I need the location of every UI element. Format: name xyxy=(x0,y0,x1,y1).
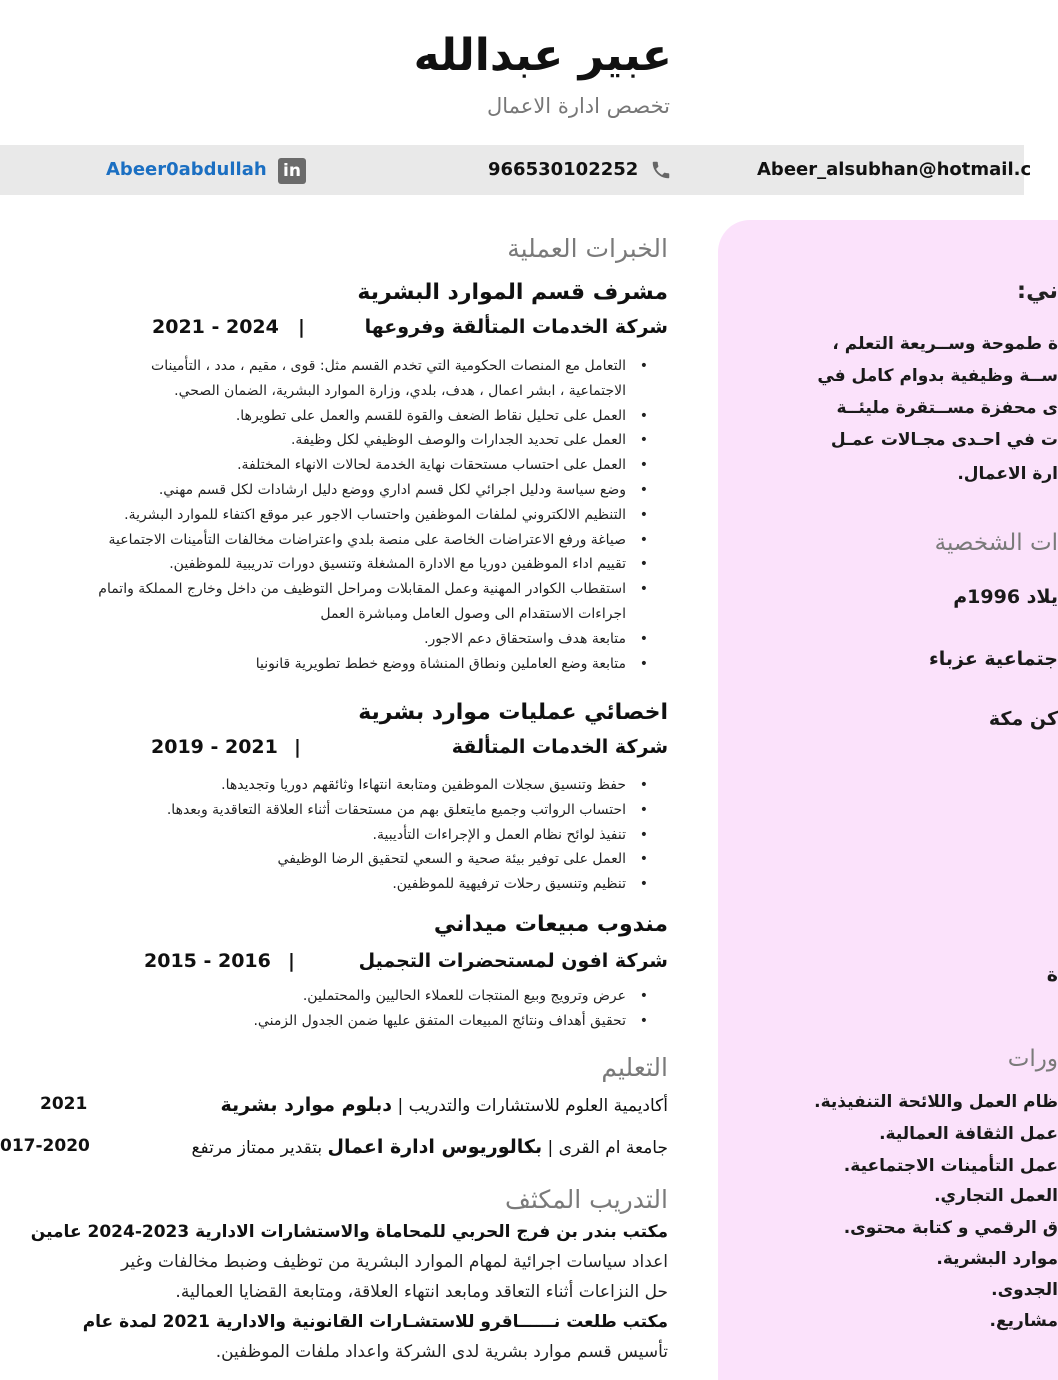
education-grade: بتقدير ممتاز مرتفع xyxy=(191,1138,323,1158)
about-heading: ني: xyxy=(1016,278,1058,304)
job-separator: | xyxy=(294,736,301,758)
job-title: مشرف قسم الموارد البشرية xyxy=(357,280,668,305)
job-company: شركة الخدمات المتألقة xyxy=(451,736,668,758)
course-item: ق الرقمي و كتابة محتوى. xyxy=(843,1218,1058,1238)
education-item xyxy=(191,1136,668,1158)
course-item: عمل الثقافة العمالية. xyxy=(879,1124,1058,1144)
training-employer: مكتب طلعت نــــــاقرو للاستشـارات القانونية والادارية 2021 لمدة عام xyxy=(82,1312,668,1332)
email-link[interactable]: Abeer_alsubhan@hotmail.c xyxy=(757,159,1032,180)
job-duty: • العمل على تحديد الجدارات والوصف الوظيفي لكل وظيفة. xyxy=(98,428,648,453)
training-description: حل النزاعات أثناء التعاقد ومابعد انتهاء العلاقة، ومتابعة القضايا العمالية. xyxy=(175,1282,668,1302)
linkedin-icon: in xyxy=(278,158,306,184)
education-institution: أكاديمية العلوم للاستشارات والتدريب xyxy=(408,1096,668,1116)
courses-heading: ورات xyxy=(1007,1046,1058,1072)
course-item: موارد البشرية. xyxy=(936,1249,1058,1269)
job-duty: • العمل على تحليل نقاط الضعف والقوة للقسم والعمل على تطويرها. xyxy=(98,404,648,429)
course-item: مشاريع. xyxy=(989,1311,1058,1331)
job-duties-list xyxy=(253,984,668,1034)
job-duty: • متابعة وضع العاملين ونطاق المنشاة ووضع خطط تطويرية قانونيا xyxy=(98,652,648,677)
job-duty: • تنفيذ لوائح نظام العمل و الإجراءات التأديبية. xyxy=(167,823,648,848)
course-item: الجدوى. xyxy=(991,1280,1058,1300)
candidate-name: عبير عبدالله xyxy=(413,30,672,81)
contact-bar xyxy=(0,145,1032,195)
course-item: عمل التأمينات الاجتماعية. xyxy=(843,1156,1058,1176)
about-line: ة طموحة وســريعة التعلم ، xyxy=(832,334,1058,354)
job-duty: • التنظيم الالكتروني لملفات الموظفين واحتساب الاجور عبر موقع اكتفاء للموارد البشرية. xyxy=(98,503,648,528)
about-line: ارة الاعمال. xyxy=(957,464,1058,484)
job-duty: • العمل على احتساب مستحقات نهاية الخدمة لحالات الانهاء المختلفة. xyxy=(98,453,648,478)
education-institution: جامعة ام القرى xyxy=(558,1138,668,1158)
candidate-specialty: تخصص ادارة الاعمال xyxy=(487,94,670,118)
job-duties-list xyxy=(167,773,668,897)
phone-icon xyxy=(650,159,672,181)
job-duty: • احتساب الرواتب وجميع مايتعلق بهم من مستحقات أثناء العلاقة التعاقدية وبعدها. xyxy=(167,798,648,823)
phone-number[interactable]: 966530102252 xyxy=(488,159,639,180)
education-separator: | xyxy=(547,1138,554,1158)
about-line: ت في احـدى مجـالات عمـل xyxy=(830,430,1058,450)
job-dates: 2015 - 2016 xyxy=(144,950,271,972)
residence: كن مكة xyxy=(988,708,1058,730)
education-item xyxy=(221,1094,668,1116)
job-duty-continued: اجراءات الاستقدام الى وصول العامل ومباشرة العمل xyxy=(320,605,626,622)
job-duty-continued: الاجتماعية ، ابشر اعمال ، هدف، بلدي، وزارة الموارد البشرية، الضمان الصحي. xyxy=(174,382,626,399)
education-degree: دبلوم موارد بشرية xyxy=(220,1094,393,1116)
education-degree: بكالوريوس ادارة اعمال xyxy=(327,1136,543,1158)
course-item: العمل التجاري. xyxy=(934,1186,1058,1206)
training-description: اعداد سياسات اجرائية لمهام الموارد البشرية من توظيف وضبط مخالفات وغير xyxy=(121,1252,668,1272)
job-duty: • صياغة ورفع الاعتراضات الخاصة على منصة بلدي واعتراضات مخالفات التأمينات الاجتماعية xyxy=(98,528,648,553)
job-duty: • تنظيم وتنسيق رحلات ترفيهية للموظفين. xyxy=(167,872,648,897)
job-duty: • التعامل مع المنصات الحكومية التي تخدم القسم مثل: قوى ، مقيم ، مدد ، التأمينات xyxy=(98,354,648,379)
job-duty: • تحقيق أهداف ونتائج المبيعات المتفق عليها ضمن الجدول الزمني. xyxy=(253,1009,648,1034)
education-separator: | xyxy=(397,1096,404,1116)
sidebar-panel xyxy=(718,220,1058,1380)
course-item: ظام العمل واللائحة التنفيذية. xyxy=(814,1092,1058,1112)
job-duty: • تقييم اداء الموظفين دوريا مع الادارة المشغلة وتنسيق دورات تدريبية للموظفين. xyxy=(98,552,648,577)
job-duty: • وضع سياسة ودليل اجرائي لكل قسم اداري ووضع دليل ارشادات لكل قسم مهني. xyxy=(98,478,648,503)
job-company: شركة افون لمستحضرات التجميل xyxy=(358,950,668,972)
job-duties-list xyxy=(98,354,668,676)
training-heading: التدريب المكثف xyxy=(504,1185,668,1214)
job-duty: • عرض وترويج وبيع المنتجات للعملاء الحاليين والمحتملين. xyxy=(253,984,648,1009)
experience-heading: الخبرات العملية xyxy=(507,234,668,263)
job-company: شركة الخدمات المتألقة وفروعها xyxy=(364,316,668,338)
personal-heading: ات الشخصية xyxy=(934,530,1058,556)
job-duty: • متابعة هدف واستحقاق دعم الاجور. xyxy=(98,627,648,652)
education-heading: التعليم xyxy=(601,1053,668,1082)
about-line: ســة وظيفية بدوام كامل في xyxy=(817,366,1058,386)
job-duty: • العمل على توفير بيئة صحية و السعي لتحقيق الرضا الوظيفي xyxy=(167,847,648,872)
job-dates: 2021 - 2024 xyxy=(152,316,279,338)
education-year: 2021 xyxy=(40,1094,88,1114)
birth-date: يلاد 1996م xyxy=(953,586,1058,608)
job-separator: | xyxy=(288,950,295,972)
job-duty: • حفظ وتنسيق سجلات الموظفين ومتابعة انتهاءا وثائقهم دوريا وتجديدها. xyxy=(167,773,648,798)
job-title: مندوب مبيعات ميداني xyxy=(433,912,668,937)
job-separator: | xyxy=(298,316,305,338)
personal-extra: ة xyxy=(1046,964,1058,986)
linkedin-link[interactable]: Abeer0abdullah xyxy=(106,159,267,180)
training-description: تأسيس قسم موارد بشرية لدى الشركة واعداد ملفات الموظفين. xyxy=(215,1342,668,1362)
job-title: اخصائي عمليات موارد بشرية xyxy=(358,700,668,725)
job-dates: 2019 - 2021 xyxy=(151,736,278,758)
education-year: 017-2020 xyxy=(0,1136,90,1156)
marital-status: جتماعية عزباء xyxy=(929,648,1058,670)
training-employer: مكتب بندر بن فرج الحربي للمحاماة والاستشارات الادارية 2023-2024 عامين xyxy=(30,1222,668,1242)
job-duty: • استقطاب الكوادر المهنية وعمل المقابلات ومراحل التوظيف من داخل وخارج المملكة واتمام xyxy=(98,577,648,602)
about-line: ى محفزة مســتقرة مليئــة xyxy=(836,398,1058,418)
